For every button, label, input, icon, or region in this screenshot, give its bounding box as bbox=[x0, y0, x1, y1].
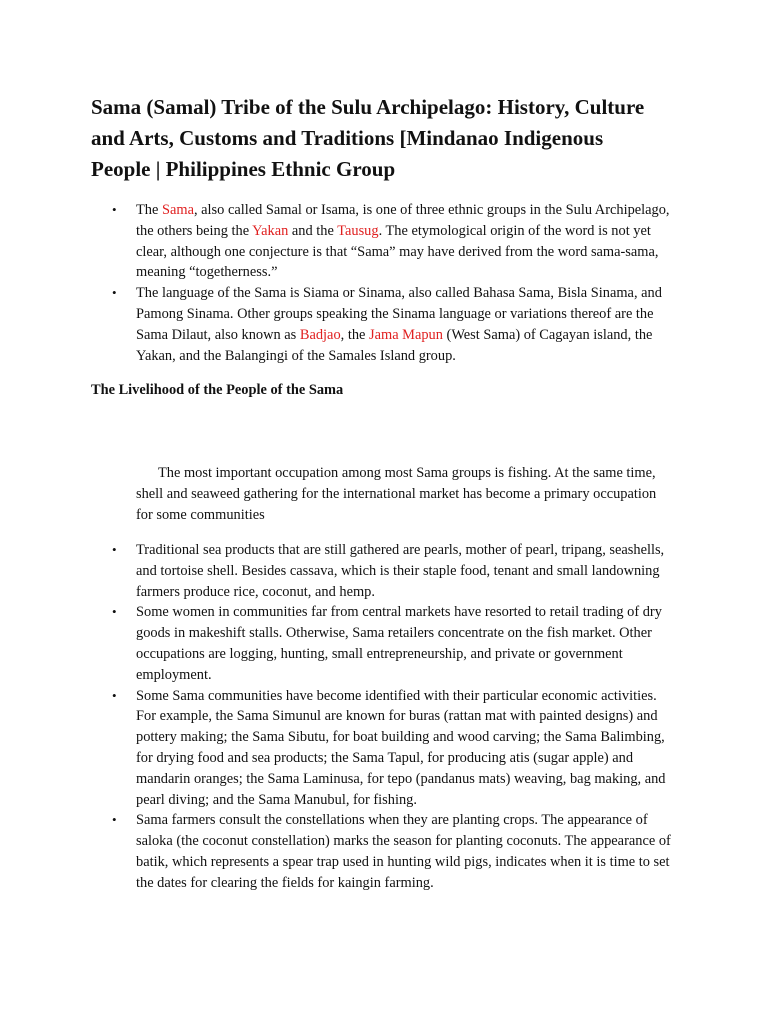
list-item bbox=[112, 200, 676, 283]
list-item bbox=[112, 686, 676, 811]
text-run: . The etymological origin of the word is not yet clear, although one conjecture is that “Sama” may have derived from the word sama-sama, meaning “togetherness.” bbox=[136, 222, 659, 281]
list-item-text: Sama farmers consult the constellations when they are planting crops. The appearance of saloka (the coconut constellation) marks the season for planting coconuts. The appearance of batik, which represents a spear trap used in hunting wild pigs, indicates when it is time to set the dates for clearing the fields for kaingin farming. bbox=[136, 812, 671, 891]
text-run: The language of the Sama is Siama or Sinama, also called Bahasa Sama, Bisla Sinama, and Pamong Sinama. Other groups speaking the Sinama language or variations thereof are the Sama Dilaut, also known as bbox=[136, 285, 662, 343]
link-tausug[interactable]: Tausug bbox=[337, 222, 379, 239]
link-jama-mapun[interactable]: Jama Mapun bbox=[369, 326, 443, 343]
text-run: , the bbox=[340, 326, 370, 343]
livelihood-bullet-list bbox=[112, 540, 676, 894]
section-heading-livelihood: The Livelihood of the People of the Sama bbox=[91, 382, 344, 398]
link-yakan[interactable]: Yakan bbox=[252, 222, 289, 239]
intro-bullet-list bbox=[112, 200, 676, 366]
bullet-icon: • bbox=[112, 687, 117, 703]
text-run: , also called Samal or Isama, is one of three ethnic groups in the Sulu Archipelago, the others being the bbox=[136, 202, 670, 239]
list-item bbox=[112, 602, 676, 685]
list-item bbox=[112, 283, 676, 366]
list-item-text: Traditional sea products that are still gathered are pearls, mother of pearl, tripang, seashells, and tortoise shell. Besides cassava, which is their staple food, tenant and small landowning farmers produce rice, coconut, and hemp. bbox=[136, 542, 665, 600]
list-item bbox=[112, 540, 676, 602]
link-sama[interactable]: Sama bbox=[161, 202, 194, 218]
list-item bbox=[112, 810, 676, 893]
text-run: and the bbox=[288, 222, 338, 239]
bullet-icon: • bbox=[112, 604, 117, 620]
text-run: (West Sama) of Cagayan island, the Yakan, and the Balangingi of the Samales Island group. bbox=[136, 326, 653, 364]
text-run: The bbox=[136, 202, 162, 218]
bullet-icon: • bbox=[112, 812, 117, 828]
page-title: Sama (Samal) Tribe of the Sulu Archipelago: History, Culture and Arts, Customs and Traditions [Mindanao Indigenous People | Philippines Ethnic Group bbox=[91, 95, 645, 181]
bullet-icon: • bbox=[112, 285, 117, 301]
bullet-icon: • bbox=[112, 202, 117, 217]
bullet-icon: • bbox=[112, 542, 117, 557]
list-item-text: Some Sama communities have become identified with their particular economic activities. For example, the Sama Simunul are known for buras (rattan mat with painted designs) and pottery making; the Sama Sibutu, for boat building and wood carving; the Sama Balimbing, for drying food and sea products; the Sama Tapul, for producing atis (sugar apple) and mandarin oranges; the Sama Laminusa, for tepo (pandanus mats) weaving, bag making, and pearl diving; and the Sama Manubul, for fishing. bbox=[136, 687, 666, 808]
list-item-text: Some women in communities far from central markets have resorted to retail trading of dry goods in makeshift stalls. Otherwise, Sama retailers concentrate on the fish market. Other occupations are logging, hunting, small entrepreneurship, and private or government employment. bbox=[136, 604, 662, 683]
livelihood-paragraph: The most important occupation among most Sama groups is fishing. At the same time, shell and seaweed gathering for the international market has become a primary occupation for some communities bbox=[136, 465, 657, 523]
link-badjao[interactable]: Badjao bbox=[299, 326, 341, 343]
